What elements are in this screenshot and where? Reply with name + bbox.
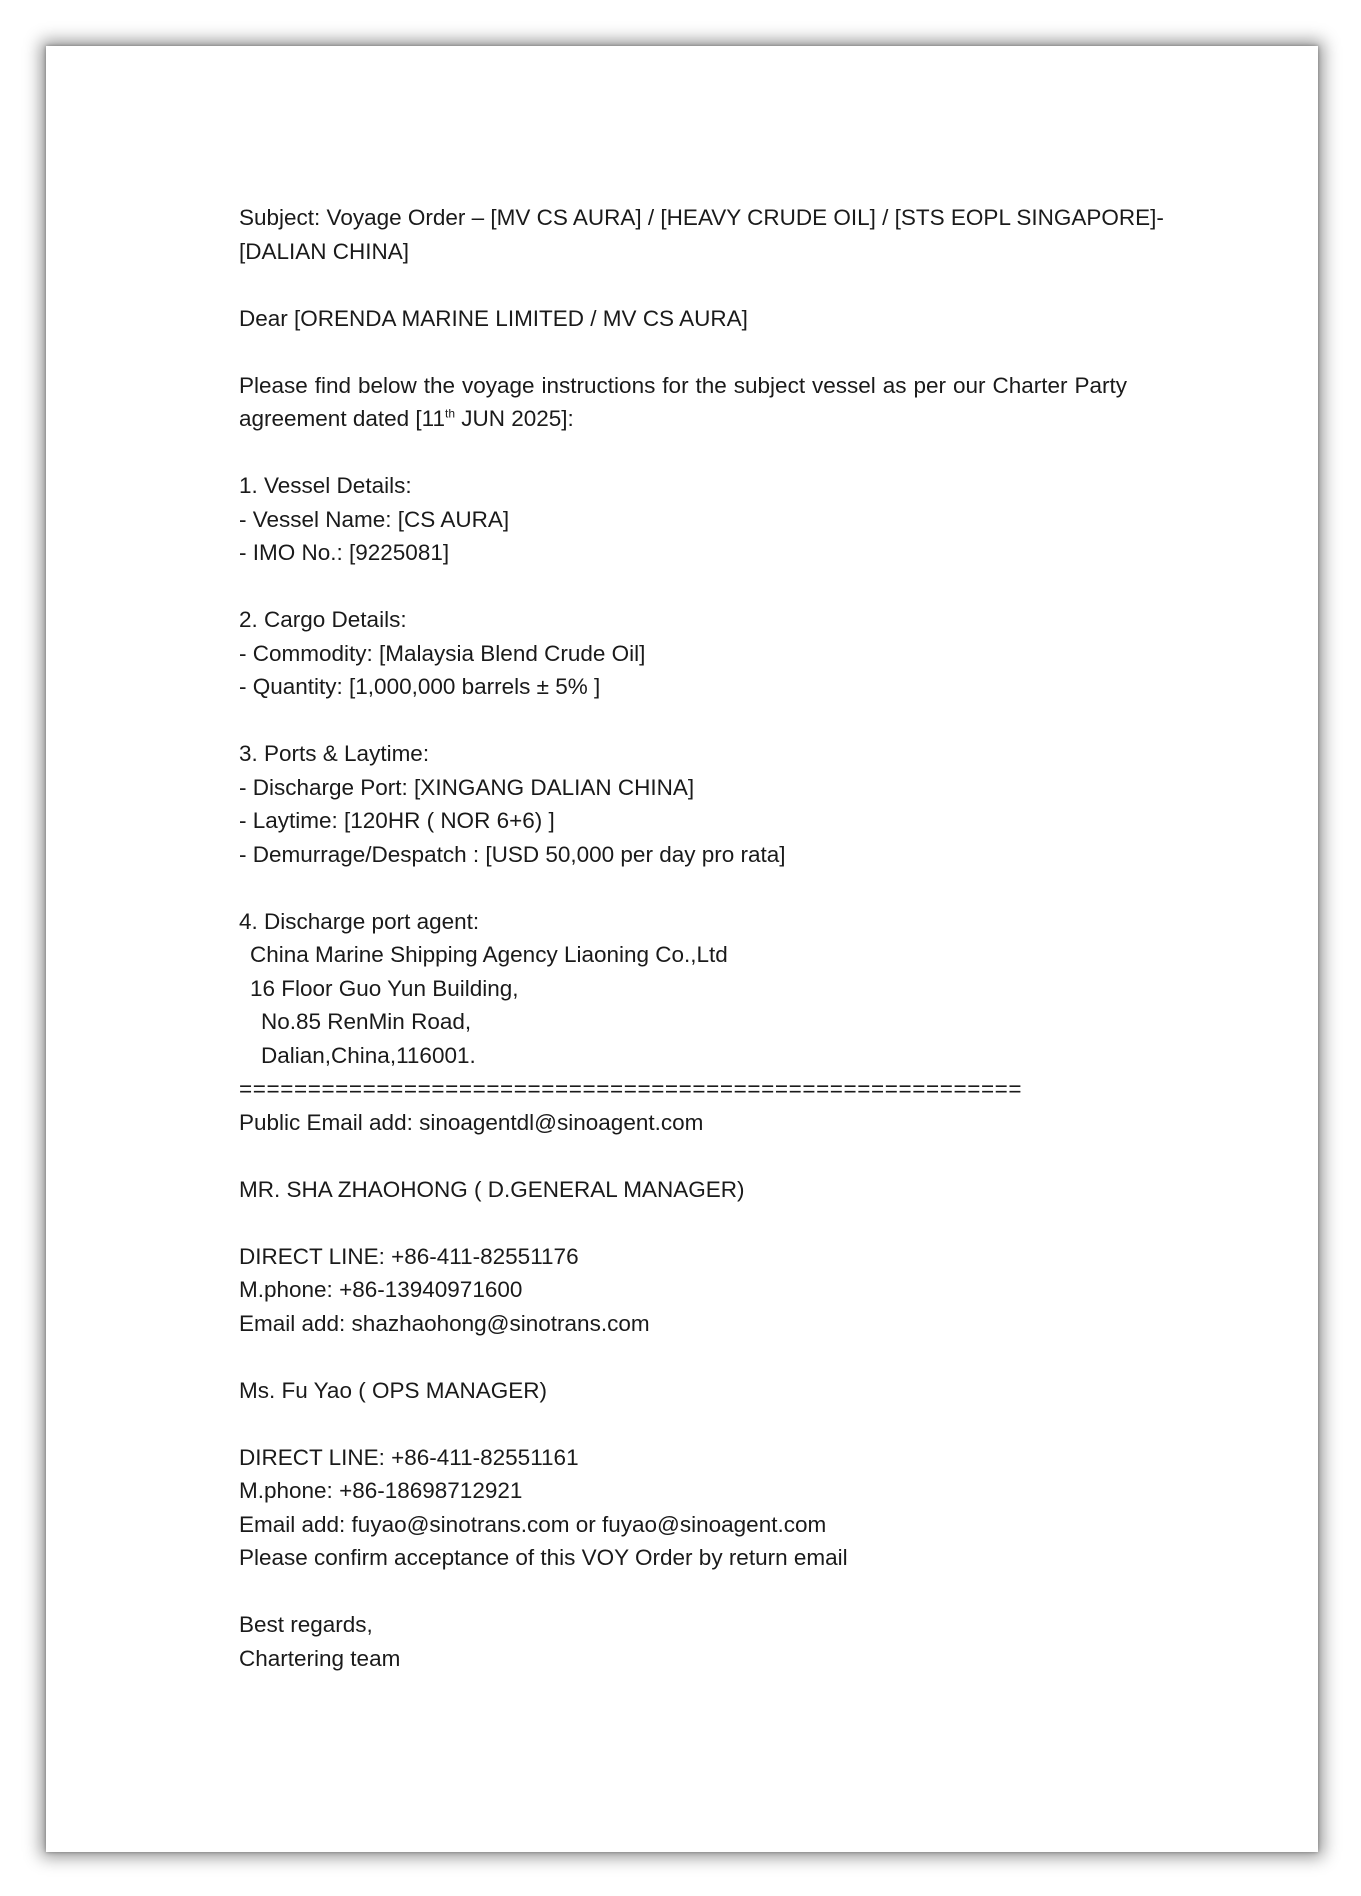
- section-heading: 1. Vessel Details:: [239, 473, 412, 498]
- spacer: [239, 1139, 1127, 1173]
- section-heading: 4. Discharge port agent:: [239, 908, 480, 934]
- confirmation-request: Please confirm acceptance of this VOY Order by return email: [239, 1545, 848, 1570]
- contact-details: [239, 1240, 1127, 1341]
- intro-paragraph: [239, 369, 1127, 436]
- direct-line: DIRECT LINE: +86-411-82551161: [239, 1444, 579, 1470]
- demurrage-item: - Demurrage/Despatch : [USD 50,000 per day pro rata]: [239, 841, 786, 867]
- spacer: [239, 570, 1127, 604]
- section-heading: 3. Ports & Laytime:: [239, 741, 430, 766]
- salutation: Dear [ORENDA MARINE LIMITED / MV CS AURA]: [239, 305, 748, 331]
- closing-regards: Best regards,: [239, 1612, 373, 1637]
- vessel-name-item: - Vessel Name: [CS AURA]: [239, 506, 510, 532]
- agent-name: China Marine Shipping Agency Liaoning Co.,Ltd: [250, 942, 728, 967]
- contact-details: [239, 1441, 1127, 1575]
- agent-address-line: Dalian,China,116001.: [261, 1042, 476, 1068]
- subject-line-continuation: [DALIAN CHINA]: [239, 238, 410, 264]
- vessel-details-section: [239, 469, 1127, 570]
- mobile-phone: M.phone: +86-13940971600: [239, 1277, 523, 1302]
- subject-block: [239, 201, 1164, 268]
- contact-email: Email add: fuyao@sinotrans.com or fuyao@sinoagent.com: [239, 1511, 827, 1537]
- intro-text: Please find below the voyage instructions for the subject vessel as per our Charter Party agreement dated [11: [239, 372, 1127, 431]
- direct-line: DIRECT LINE: +86-411-82551176: [239, 1243, 579, 1269]
- signature-team: Chartering team: [239, 1645, 401, 1671]
- contact-name: Ms. Fu Yao ( OPS MANAGER): [239, 1377, 547, 1403]
- spacer: [239, 704, 1127, 738]
- cargo-details-section: [239, 603, 1127, 704]
- separator-line: =========================================================: [239, 1076, 1023, 1101]
- contact-email: Email add: shazhaohong@sinotrans.com: [239, 1310, 650, 1336]
- closing: [239, 1608, 1127, 1675]
- document-page: [46, 46, 1318, 1852]
- contact-name: MR. SHA ZHAOHONG ( D.GENERAL MANAGER): [239, 1176, 745, 1202]
- spacer: [239, 268, 1127, 302]
- spacer: [239, 436, 1127, 470]
- document-body: [239, 201, 1164, 1675]
- spacer: [239, 1340, 1127, 1374]
- intro-text-end: JUN 2025]:: [455, 406, 574, 431]
- spacer: [239, 335, 1127, 369]
- mobile-phone: M.phone: +86-18698712921: [239, 1478, 523, 1503]
- spacer: [239, 871, 1127, 905]
- spacer: [239, 1407, 1127, 1441]
- agent-address-line: 16 Floor Guo Yun Building,: [250, 975, 519, 1001]
- discharge-agent-section: [239, 905, 1127, 1073]
- intro-date-suffix: th: [444, 406, 455, 421]
- spacer: [239, 1575, 1127, 1609]
- public-email: Public Email add: sinoagentdl@sinoagent.com: [239, 1109, 704, 1135]
- quantity-item: - Quantity: [1,000,000 barrels ± 5% ]: [239, 674, 601, 699]
- ports-laytime-section: [239, 737, 1127, 871]
- commodity-item: - Commodity: [Malaysia Blend Crude Oil]: [239, 640, 646, 666]
- imo-item: - IMO No.: [9225081]: [239, 540, 450, 565]
- discharge-port-item: - Discharge Port: [XINGANG DALIAN CHINA]: [239, 774, 695, 800]
- agent-address-line: No.85 RenMin Road,: [261, 1009, 472, 1034]
- subject-line: Subject: Voyage Order – [MV CS AURA] / [HEAVY CRUDE OIL] / [STS EOPL SINGAPORE]-: [239, 205, 1164, 230]
- section-heading: 2. Cargo Details:: [239, 607, 407, 632]
- laytime-item: - Laytime: [120HR ( NOR 6+6) ]: [239, 808, 555, 833]
- spacer: [239, 1206, 1127, 1240]
